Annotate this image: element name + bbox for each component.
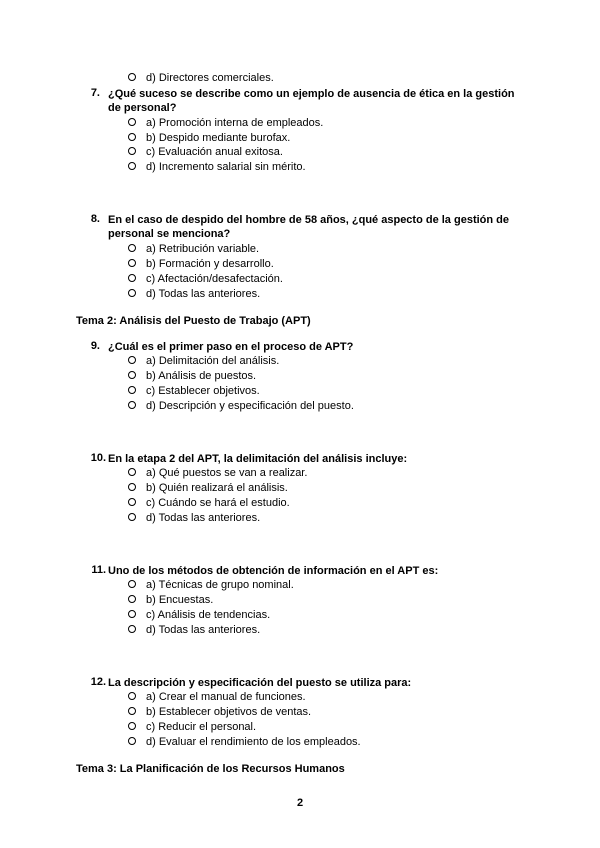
bullet-icon xyxy=(128,692,136,700)
list-item: c) Afectación/desafectación. xyxy=(128,272,283,286)
bullet-icon xyxy=(128,244,136,252)
bullet-icon xyxy=(128,498,136,506)
question-text: En la etapa 2 del APT, la delimitación del análisis incluye: xyxy=(108,453,408,465)
bullet-icon xyxy=(128,468,136,476)
bullet-icon xyxy=(128,595,136,603)
list-item: d) Descripción y especificación del puesto. xyxy=(128,399,354,413)
bullet-icon xyxy=(128,737,136,745)
list-item: c) Evaluación anual exitosa. xyxy=(128,145,283,159)
list-item: a) Promoción interna de empleados. xyxy=(128,116,323,130)
list-item: d) Directores comerciales. xyxy=(128,71,274,85)
list-item: c) Cuándo se hará el estudio. xyxy=(128,496,290,510)
list-item: d) Incremento salarial sin mérito. xyxy=(128,160,306,174)
bullet-icon xyxy=(128,289,136,297)
question-number: 7. xyxy=(90,87,100,99)
list-item: b) Formación y desarrollo. xyxy=(128,257,274,271)
list-item: b) Establecer objetivos de ventas. xyxy=(128,705,311,719)
bullet-icon xyxy=(128,162,136,170)
list-item: b) Encuestas. xyxy=(128,593,213,607)
list-item: a) Técnicas de grupo nominal. xyxy=(128,578,294,592)
question-text: La descripción y especificación del puesto se utiliza para: xyxy=(108,677,412,689)
list-item: a) Retribución variable. xyxy=(128,242,259,256)
section-heading: Tema 2: Análisis del Puesto de Trabajo (APT) xyxy=(76,315,311,327)
list-item: a) Delimitación del análisis. xyxy=(128,354,279,368)
list-item: c) Análisis de tendencias. xyxy=(128,608,270,622)
bullet-icon xyxy=(128,580,136,588)
bullet-icon xyxy=(128,259,136,267)
bullet-icon xyxy=(128,274,136,282)
bullet-icon xyxy=(128,147,136,155)
bullet-icon xyxy=(128,610,136,618)
list-item: d) Todas las anteriores. xyxy=(128,287,260,301)
list-item: d) Todas las anteriores. xyxy=(128,511,260,525)
bullet-icon xyxy=(128,371,136,379)
bullet-icon xyxy=(128,625,136,633)
bullet-icon xyxy=(128,73,136,81)
list-item: b) Despido mediante burofax. xyxy=(128,131,290,145)
bullet-icon xyxy=(128,513,136,521)
question-number: 9. xyxy=(90,340,100,352)
section-heading: Tema 3: La Planificación de los Recursos Humanos xyxy=(76,763,345,775)
bullet-icon xyxy=(128,401,136,409)
bullet-icon xyxy=(128,386,136,394)
list-item: b) Análisis de puestos. xyxy=(128,369,256,383)
list-item: b) Quién realizará el análisis. xyxy=(128,481,288,495)
question-text: En el caso de despido del hombre de 58 años, ¿qué aspecto de la gestión de personal se menciona? xyxy=(108,214,509,240)
question-number: 12. xyxy=(90,676,106,688)
list-item: a) Crear el manual de funciones. xyxy=(128,690,306,704)
bullet-icon xyxy=(128,722,136,730)
list-item: c) Reducir el personal. xyxy=(128,720,256,734)
question-text: ¿Qué suceso se describe como un ejemplo de ausencia de ética en la gestión de personal? xyxy=(108,88,515,114)
question-number: 10. xyxy=(90,452,106,464)
question-number: 11. xyxy=(91,564,106,576)
question-text: Uno de los métodos de obtención de información en el APT es: xyxy=(108,565,439,577)
bullet-icon xyxy=(128,356,136,364)
bullet-icon xyxy=(128,707,136,715)
list-item: a) Qué puestos se van a realizar. xyxy=(128,466,307,480)
bullet-icon xyxy=(128,133,136,141)
question-text: ¿Cuál es el primer paso en el proceso de APT? xyxy=(108,341,354,353)
bullet-icon xyxy=(128,483,136,491)
list-item: d) Evaluar el rendimiento de los empleados. xyxy=(128,735,361,749)
list-item: c) Establecer objetivos. xyxy=(128,384,260,398)
bullet-icon xyxy=(128,118,136,126)
question-number: 8. xyxy=(90,213,100,225)
page-number: 2 xyxy=(296,797,304,809)
list-item: d) Todas las anteriores. xyxy=(128,623,260,637)
